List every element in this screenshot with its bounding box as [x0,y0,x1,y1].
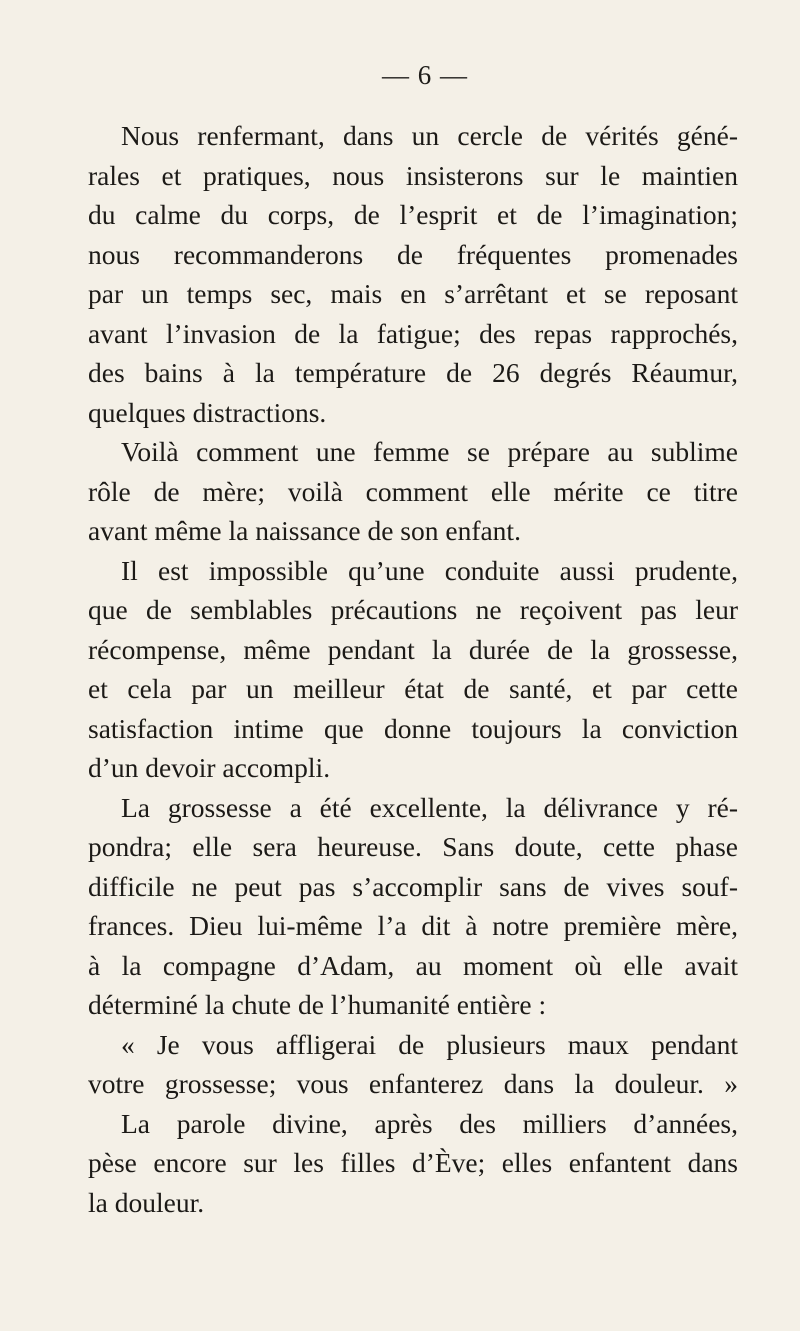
text-line: récompense, même pendant la durée de la grossesse, [88,633,738,665]
text-line: Il est impossible qu’une conduite aussi prudente, [121,554,738,586]
text-line: nous recommanderons de fréquentes promenades [88,238,738,270]
text-line: avant même la naissance de son enfant. [88,515,521,546]
text-line: à la compagne d’Adam, au moment où elle avait [88,949,738,981]
text-line: la douleur. [88,1186,205,1218]
text-line: du calme du corps, de l’esprit et de l’imagination; [88,199,738,230]
text-line: Nous renfermant, dans un cercle de vérités géné- [121,120,738,151]
text-line: La grossesse a été excellente, la délivrance y ré- [121,791,738,823]
text-line: Voilà comment une femme se prépare au sublime [121,436,738,467]
text-line: pèse encore sur les filles d’Ève; elles enfantent dans [88,1147,738,1178]
text-line: La parole divine, après des milliers d’années, [121,1107,738,1139]
text-line: quelques distractions. [88,396,327,428]
text-line: des bains à la température de 26 degrés Réaumur, [88,357,738,388]
text-line: pondra; elle sera heureuse. Sans doute, cette phase [88,831,738,862]
text-line: déterminé la chute de l’humanité entière : [88,989,547,1020]
text-line: d’un devoir accompli. [88,752,331,783]
text-line: difficile ne peut pas s’accomplir sans de vives souf- [88,870,738,902]
text-line: « Je vous affligerai de plusieurs maux pendant [121,1028,738,1060]
page-number-header: — 6 — [382,60,468,90]
text-line: frances. Dieu lui-même l’a dit à notre première mère, [88,910,738,941]
text-line: rôle de mère; voilà comment elle mérite ce titre [88,475,738,507]
body-text [88,116,738,1222]
text-line: et cela par un meilleur état de santé, et par cette [88,673,738,704]
text-line: rales et pratiques, nous insisterons sur le maintien [88,159,738,191]
text-line: avant l’invasion de la fatigue; des repas rapprochés, [88,317,738,349]
text-line: par un temps sec, mais en s’arrêtant et se reposant [88,278,738,309]
text-line: votre grossesse; vous enfanterez dans la douleur. » [88,1068,738,1099]
text-line: que de semblables précautions ne reçoivent pas leur [88,594,738,625]
text-line: satisfaction intime que donne toujours la conviction [88,712,738,744]
